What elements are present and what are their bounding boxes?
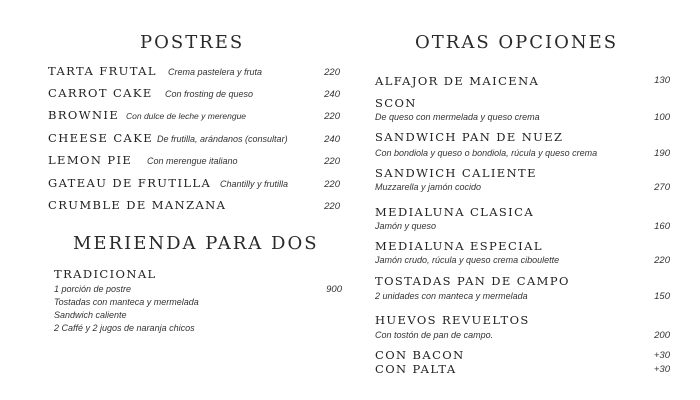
menu-item-desc: Con dulce de leche y merengue bbox=[126, 111, 247, 121]
menu-item-name: HUEVOS REVUELTOS bbox=[375, 313, 530, 327]
menu-item-name: CON PALTA bbox=[375, 362, 457, 376]
menu-item-name: CHEESE CAKE bbox=[48, 131, 154, 145]
menu-item-name: MEDIALUNA ESPECIAL bbox=[375, 239, 543, 253]
menu-item-desc: Con tostón de pan de campo. bbox=[375, 330, 494, 340]
menu-item-name: ALFAJOR DE MAICENA bbox=[375, 74, 540, 88]
menu-item-name: GATEAU DE FRUTILLA bbox=[48, 176, 212, 190]
menu-item-price: 200 bbox=[654, 330, 670, 341]
menu-item-price: 220 bbox=[654, 255, 670, 266]
menu-item-name: SCON bbox=[375, 96, 417, 110]
menu-item-price: 220 bbox=[324, 67, 340, 78]
menu-item-desc: De frutilla, arándanos (consultar) bbox=[157, 134, 288, 144]
menu-item-desc: De queso con mermelada y queso crema bbox=[375, 112, 540, 122]
menu-item-name: CON BACON bbox=[375, 348, 465, 362]
merienda-item-name: TRADICIONAL bbox=[54, 267, 157, 281]
menu-item-name: CARROT CAKE bbox=[48, 86, 153, 100]
menu-item-desc: Jamón y queso bbox=[375, 221, 437, 231]
menu-item-name: BROWNIE bbox=[48, 108, 120, 122]
menu-item-name: CRUMBLE DE MANZANA bbox=[48, 198, 227, 212]
menu-item-price: 220 bbox=[324, 111, 340, 122]
menu-item-name: LEMON PIE bbox=[48, 153, 133, 167]
otras-title: OTRAS OPCIONES bbox=[415, 32, 619, 53]
menu-item-price: +30 bbox=[653, 350, 670, 361]
menu-item-desc: Jamón crudo, rúcula y queso crema ciboulette bbox=[375, 255, 560, 265]
menu-item-desc: Con frosting de queso bbox=[165, 89, 254, 99]
merienda-item-line: Sandwich caliente bbox=[54, 310, 127, 320]
menu-item-desc: 2 unidades con manteca y mermelada bbox=[375, 291, 528, 301]
menu-item-name: MEDIALUNA CLASICA bbox=[375, 205, 535, 219]
menu-item-name: TARTA FRUTAL bbox=[48, 64, 157, 78]
menu-item-price: 160 bbox=[654, 221, 670, 232]
menu-item-name: SANDWICH CALIENTE bbox=[375, 166, 537, 180]
menu-item-price: 150 bbox=[654, 291, 670, 302]
postres-title: POSTRES bbox=[140, 32, 245, 53]
menu-item-desc: Con merengue italiano bbox=[147, 156, 238, 166]
merienda-item-line: Tostadas con manteca y mermelada bbox=[54, 297, 199, 307]
menu-item-price: 220 bbox=[324, 201, 340, 212]
merienda-title: MERIENDA PARA DOS bbox=[73, 233, 319, 254]
menu-item-price: 270 bbox=[654, 182, 670, 193]
menu-item-name: TOSTADAS PAN DE CAMPO bbox=[375, 274, 570, 288]
menu-item-price: 130 bbox=[654, 75, 670, 86]
menu-item-desc: Chantilly y frutilla bbox=[220, 179, 289, 189]
merienda-item-price: 900 bbox=[326, 284, 342, 295]
menu-item-price: 190 bbox=[654, 148, 670, 159]
menu-item-price: 100 bbox=[654, 112, 670, 123]
merienda-item-line: 1 porción de postre bbox=[54, 284, 132, 294]
menu-item-desc: Crema pastelera y fruta bbox=[168, 67, 263, 77]
menu-item-price: +30 bbox=[653, 364, 670, 375]
menu-item-name: SANDWICH PAN DE NUEZ bbox=[375, 130, 564, 144]
menu-item-price: 220 bbox=[324, 179, 340, 190]
menu-item-price: 240 bbox=[324, 134, 340, 145]
menu-item-desc: Con bondiola y queso o bondiola, rúcula y queso crema bbox=[375, 148, 598, 158]
merienda-item-line: 2 Caffé y 2 jugos de naranja chicos bbox=[54, 323, 195, 333]
menu-item-desc: Muzzarella y jamón cocido bbox=[375, 182, 482, 192]
menu-item-price: 240 bbox=[324, 89, 340, 100]
menu-item-price: 220 bbox=[324, 156, 340, 167]
